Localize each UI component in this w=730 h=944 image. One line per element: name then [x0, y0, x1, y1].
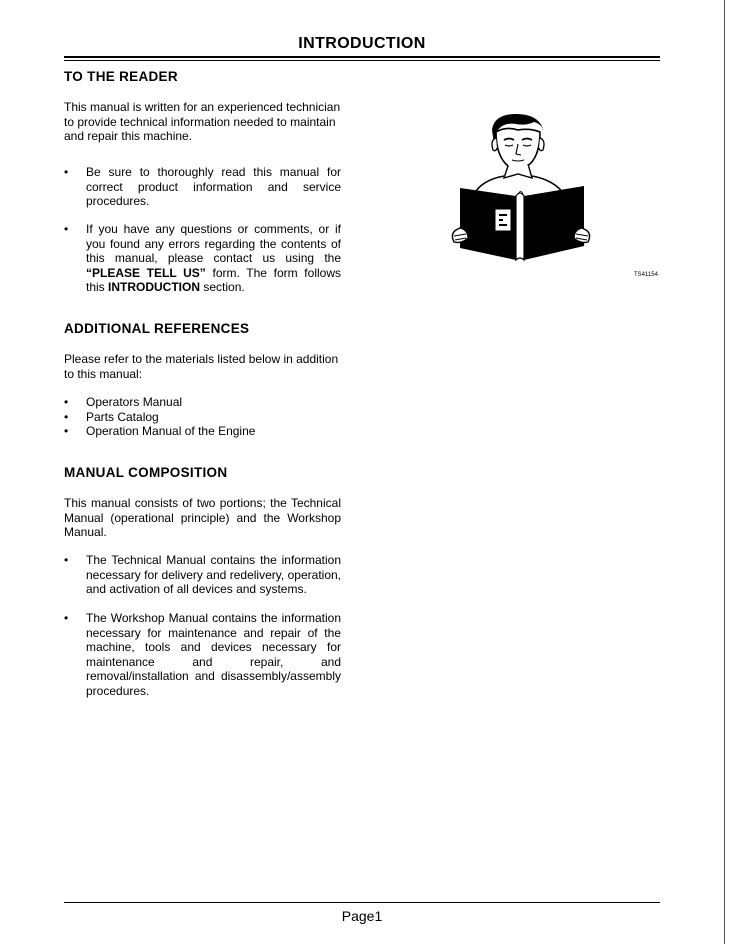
list-item — [64, 553, 341, 597]
list-item — [64, 410, 341, 425]
list-item-text: Operation Manual of the Engine — [86, 424, 256, 438]
list-item — [64, 165, 341, 209]
please-tell-us-label: “PLEASE TELL US” — [86, 265, 206, 280]
footer-rule — [64, 902, 660, 903]
bullet-icon: • — [64, 165, 69, 179]
manual-composition-intro: This manual consists of two portions; the Technical Manual (operational principle) and the Workshop Manual. — [64, 496, 341, 539]
list-item — [64, 611, 341, 698]
additional-references-intro: Please refer to the materials listed below in addition to this manual: — [64, 352, 339, 381]
bullet-icon: • — [64, 395, 69, 409]
bullet-icon: • — [64, 611, 69, 625]
header-rule-thick — [64, 56, 660, 58]
list-item-text: If you have any questions or comments, or if you found any errors regarding the contents of this manual, please contact us using the “PLEASE TELL US” form. The form follows this INTRODUCTION section. — [86, 222, 341, 294]
bullet-icon: • — [64, 424, 69, 438]
list-item-text: The Technical Manual contains the information necessary for delivery and redelivery, operation, and activation of all devices and systems. — [86, 553, 341, 596]
figure-id: TS41154 — [634, 272, 658, 278]
section-heading-manual-composition: MANUAL COMPOSITION — [64, 465, 228, 480]
page-edge-line — [724, 0, 725, 944]
list-item-text: Operators Manual — [86, 395, 183, 409]
list-item-text: Be sure to thoroughly read this manual for correct product information and service procedures. — [86, 165, 341, 208]
reference-list — [64, 395, 341, 439]
list-item — [64, 222, 341, 294]
man-reading-manual-illustration — [446, 110, 596, 270]
section-heading-to-the-reader: TO THE READER — [64, 69, 178, 84]
list-item-text: Parts Catalog — [86, 409, 159, 424]
bullet-icon: • — [64, 553, 69, 567]
introduction-label: INTRODUCTION — [108, 280, 201, 294]
header-rule-thin — [64, 60, 660, 61]
bullet-icon: • — [64, 222, 69, 236]
bullet-icon: • — [64, 409, 69, 424]
list-item-text: The Workshop Manual contains the information necessary for maintenance and repair of the machine, tools and devices necessary for maintenance and repair, and removal/installation and disassembly/assembly procedures. — [86, 611, 341, 698]
list-item — [64, 395, 341, 410]
page-title: INTRODUCTION — [298, 35, 426, 52]
to-the-reader-intro: This manual is written for an experienced technician to provide technical information needed to maintain and repair this machine. — [64, 100, 341, 143]
section-heading-additional-references: ADDITIONAL REFERENCES — [64, 321, 250, 336]
list-item — [64, 424, 341, 439]
page-number: Page1 — [341, 908, 383, 924]
